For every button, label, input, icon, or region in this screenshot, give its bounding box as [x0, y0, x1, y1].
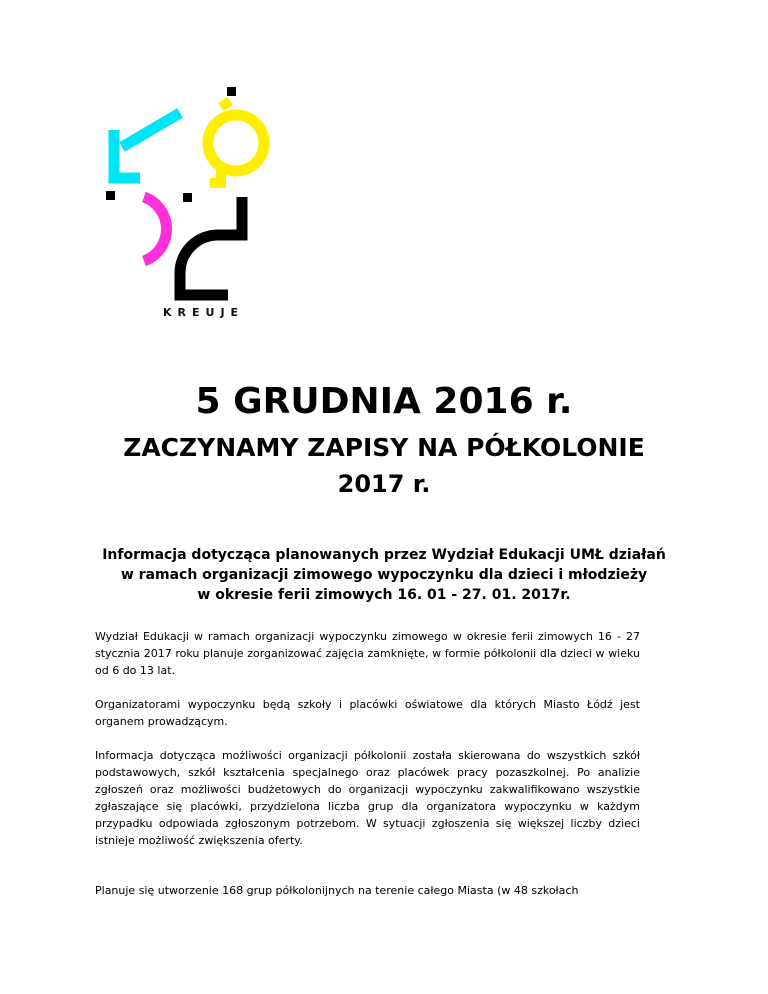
paragraph-organizers: Organizatorami wypoczynku będą szkoły i placówki oświatowe dla których Miasto Łódź jest organem prowadzącym. — [95, 698, 640, 728]
lodz-kreuje-logo — [100, 85, 280, 325]
date-heading: 5 GRUDNIA 2016 r. — [195, 381, 573, 422]
info-heading — [60, 545, 708, 605]
lodz-logo-icon — [100, 85, 280, 325]
enrollment-heading — [0, 430, 768, 502]
logo-cyan-letter — [114, 113, 180, 178]
info-heading-line1: Informacja dotycząca planowanych przez Wydział Edukacji UMŁ działań — [102, 547, 666, 563]
logo-cyan-stroke — [122, 113, 180, 147]
logo-black-dot-top — [227, 87, 236, 96]
logo-magenta-arc — [144, 197, 167, 261]
paragraph-groups: Planuje się utworzenie 168 grup półkolonijnych na terenie całego Miasta (w 48 szkołach — [95, 884, 579, 897]
logo-black-dot-middle — [183, 193, 192, 202]
logo-black-dot-left — [106, 191, 115, 200]
paragraph-intro: Wydział Edukacji w ramach organizacji wypoczynku zimowego w okresie ferii zimowych 16 - 27 stycznia 2017 roku planuje zorganizować zajęcia zamknięte, w formie półkolonii dla dzieci w wieku od 6 do 13 lat. — [95, 630, 640, 677]
info-heading-line3: w okresie ferii zimowych 16. 01 - 27. 01. 2017r. — [197, 587, 571, 603]
logo-yellow-letter — [208, 87, 264, 183]
logo-word: KREUJE — [163, 306, 245, 319]
logo-black-z — [180, 197, 242, 295]
logo-yellow-ring — [208, 115, 264, 171]
enrollment-heading-line2: 2017 r. — [337, 470, 431, 498]
enrollment-heading-line1: ZACZYNAMY ZAPISY NA PÓŁKOLONIE — [123, 433, 645, 462]
info-heading-line2: w ramach organizacji zimowego wypoczynku dla dzieci i młodzieży — [120, 567, 648, 583]
paragraph-information: Informacja dotycząca możliwości organizacji półkolonii została skierowana do wszystkich szkół podstawowych, szkół kształcenia specjalnego oraz placówek pracy pozaszkolnej. Po analizie zgłoszeń oraz możliwości budżetowych do organizacji wypoczynku zakwalifikowano wszystkie zgłaszające się placówki, przydzielona liczba grup dla organizatora wypoczynku w każdym przypadku odpowiada zgłoszonym potrzebom. W sytuacji zgłoszenia się większej liczby dzieci istnieje możliwość zwiększenia oferty. — [95, 749, 640, 847]
